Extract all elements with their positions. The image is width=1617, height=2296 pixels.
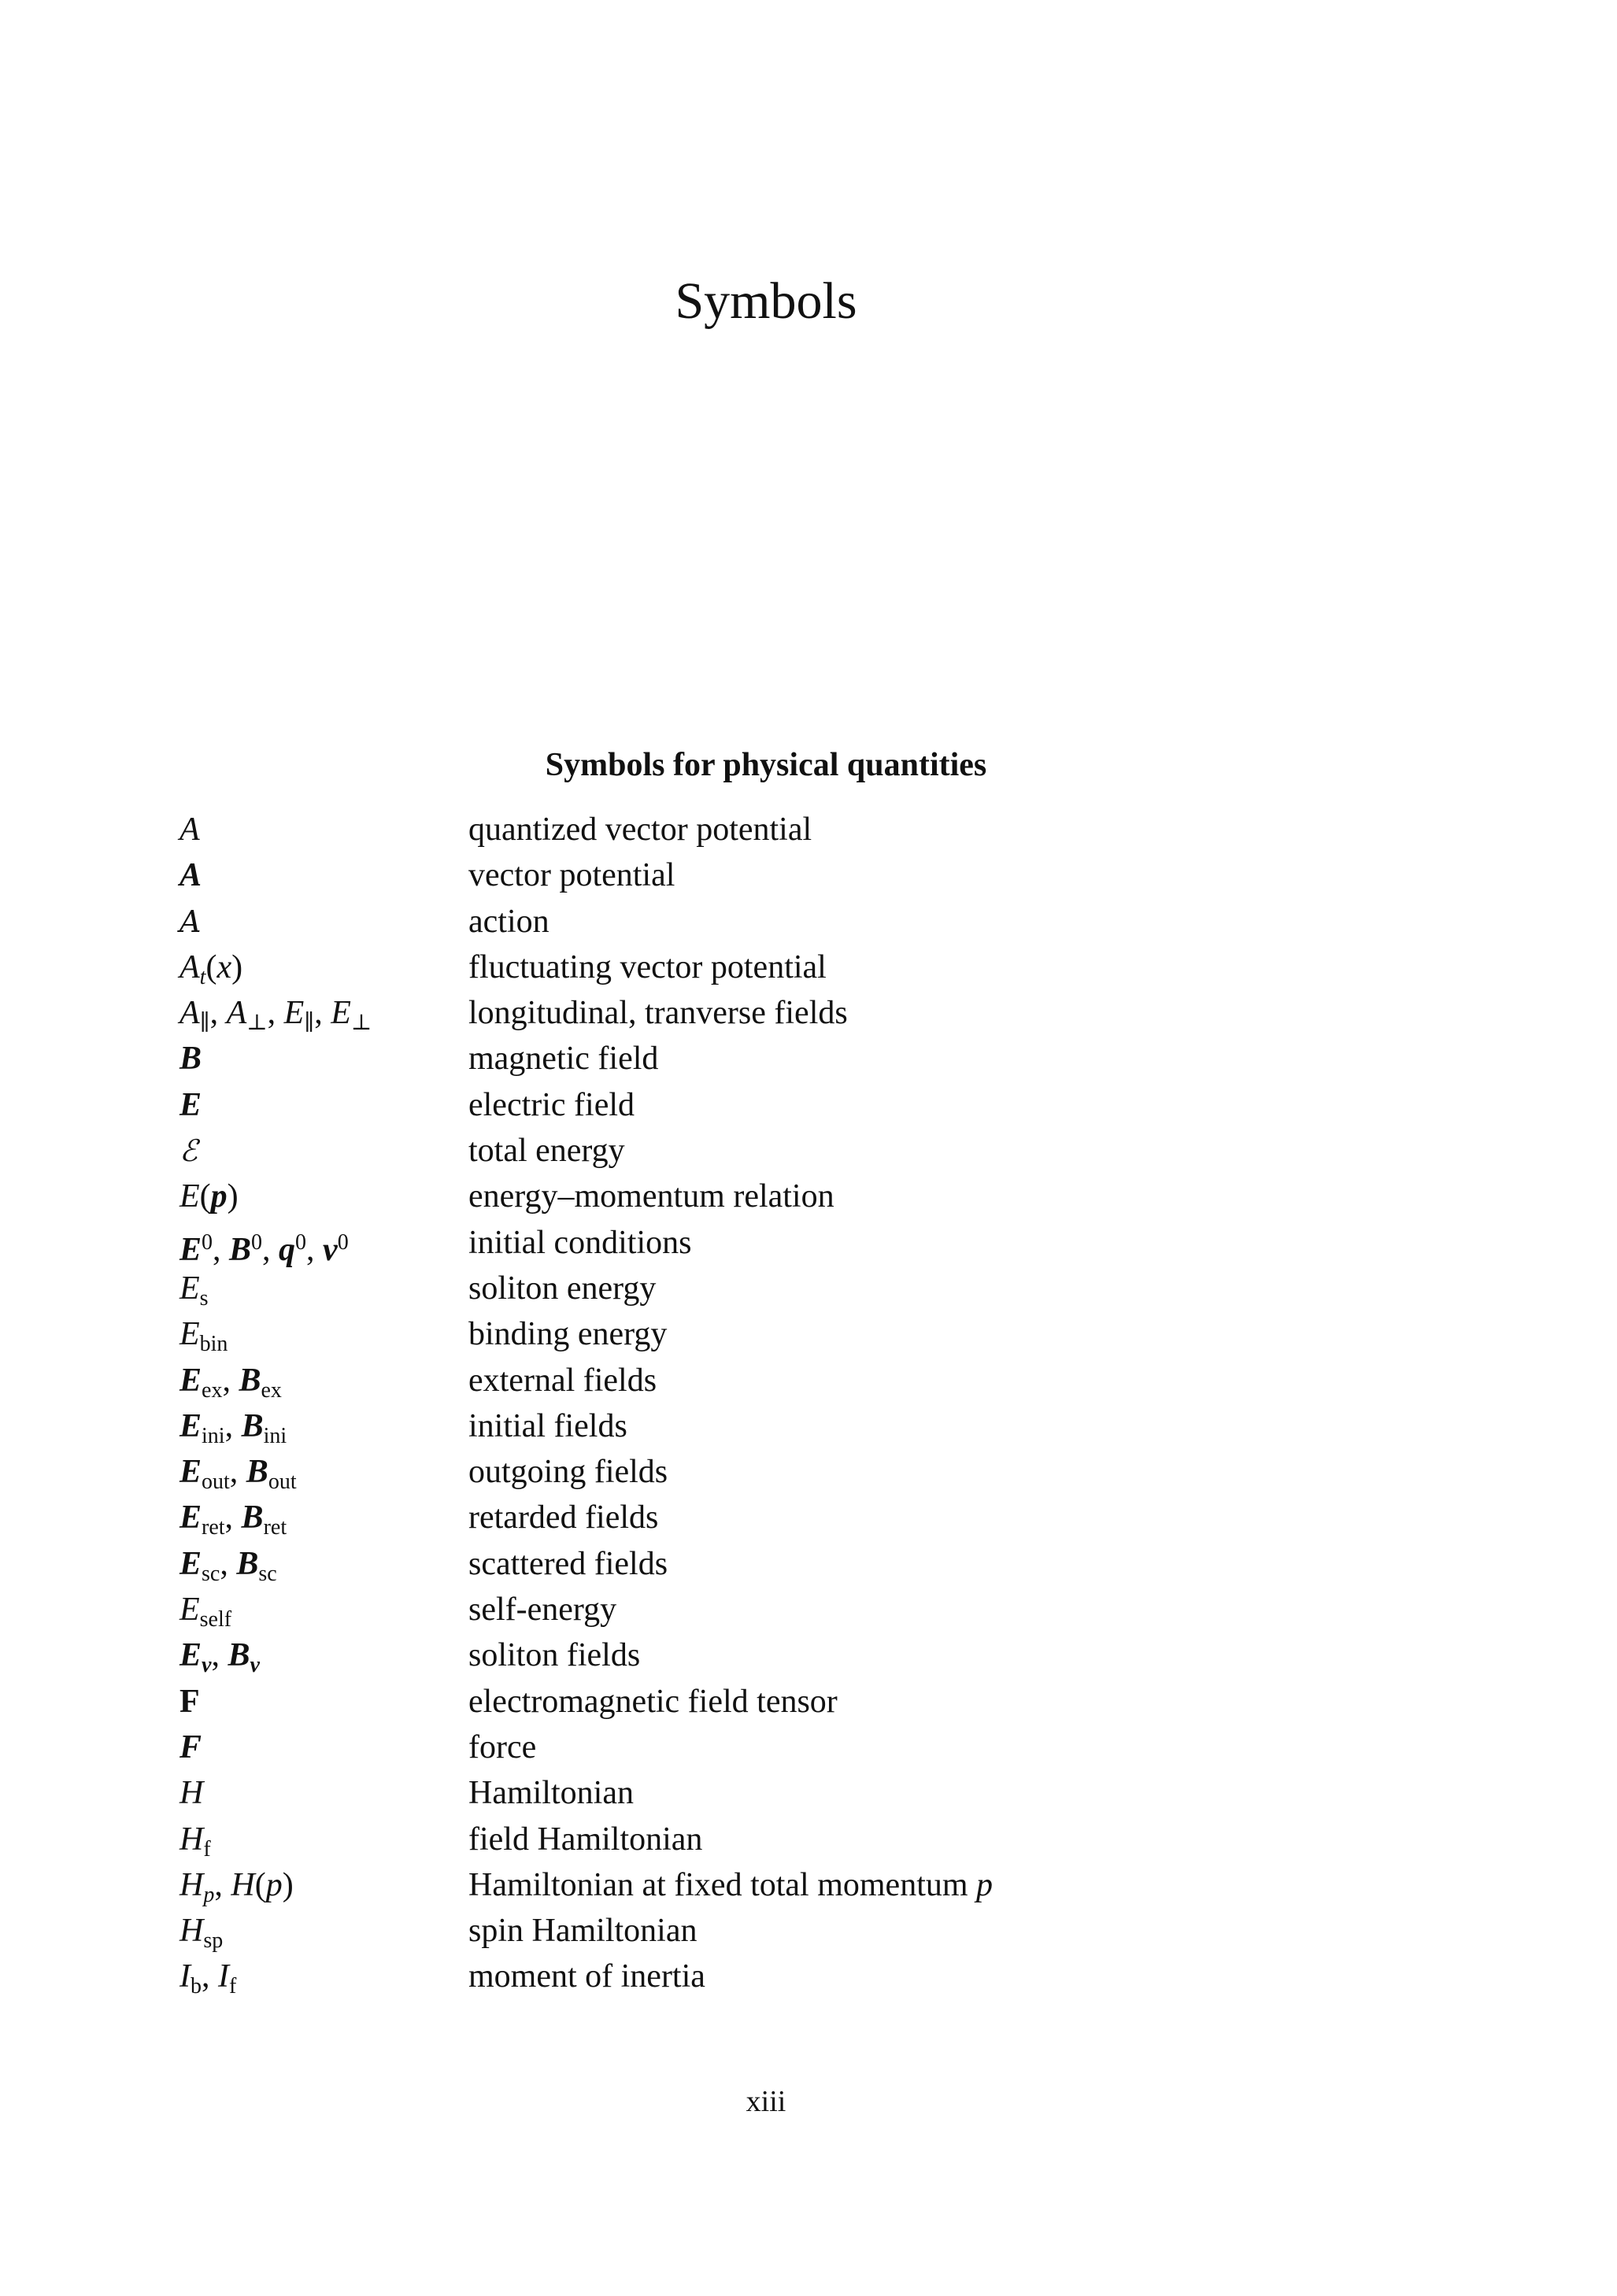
symbol-part: F bbox=[179, 1683, 200, 1720]
symbol-part: ex bbox=[261, 1377, 282, 1403]
description-text: binding energy bbox=[468, 1316, 668, 1353]
symbol-part: E bbox=[179, 1178, 200, 1215]
symbol-part: ( bbox=[254, 1866, 266, 1903]
symbol-part: B bbox=[241, 1499, 264, 1536]
symbol-part: , bbox=[224, 1499, 242, 1536]
description-text: spin Hamiltonian bbox=[468, 1913, 697, 1950]
symbol-entry bbox=[179, 1587, 993, 1632]
symbol-part: A bbox=[226, 995, 247, 1032]
description-text: longitudinal, tranverse fields bbox=[468, 995, 848, 1032]
symbol-part: q bbox=[279, 1231, 296, 1268]
symbol-part: F bbox=[179, 1728, 202, 1765]
symbol-list bbox=[179, 807, 993, 2000]
symbol-part: B bbox=[229, 1231, 252, 1268]
symbol-entry bbox=[179, 1908, 993, 1954]
symbol-part: ex bbox=[202, 1377, 223, 1403]
symbol-description bbox=[468, 945, 827, 990]
symbol bbox=[179, 1725, 468, 1770]
symbol-part: , bbox=[306, 1231, 324, 1268]
symbol-part: H bbox=[179, 1913, 204, 1950]
description-text: action bbox=[468, 903, 549, 940]
symbol-part: ret bbox=[202, 1515, 225, 1540]
symbol-part: bin bbox=[199, 1332, 228, 1357]
symbol-description bbox=[468, 1679, 838, 1725]
symbol bbox=[179, 1587, 468, 1632]
symbol bbox=[179, 1266, 468, 1311]
symbol-part: out bbox=[202, 1470, 230, 1495]
description-text: electric field bbox=[468, 1086, 635, 1123]
symbol-part: sc bbox=[258, 1561, 277, 1586]
symbol-part: , bbox=[224, 1407, 242, 1444]
symbol-part: H bbox=[231, 1866, 255, 1903]
page-number: xiii bbox=[746, 2085, 786, 2118]
symbol-part: E bbox=[179, 1637, 202, 1674]
description-text: magnetic field bbox=[468, 1041, 659, 1078]
symbol-part: self bbox=[199, 1607, 232, 1632]
symbol-part: , bbox=[202, 1958, 218, 1995]
symbol-part: s bbox=[199, 1285, 209, 1311]
symbol-entry bbox=[179, 1220, 993, 1266]
description-text: energy–momentum relation bbox=[468, 1178, 834, 1215]
symbol-description bbox=[468, 1220, 691, 1266]
symbol-description bbox=[468, 1770, 634, 1816]
symbol bbox=[179, 1082, 468, 1128]
symbol-description bbox=[468, 1587, 616, 1632]
page-title: Symbols bbox=[675, 272, 857, 330]
symbol-description bbox=[468, 1174, 834, 1219]
symbol-part: E bbox=[179, 1270, 200, 1307]
symbol-description bbox=[468, 1358, 657, 1403]
description-text: initial conditions bbox=[468, 1224, 692, 1261]
symbol-part: ( bbox=[199, 1178, 211, 1215]
symbol-part: B bbox=[239, 1362, 261, 1399]
symbol-part: E bbox=[179, 1592, 200, 1629]
symbol-entry bbox=[179, 1632, 993, 1678]
symbol-entry bbox=[179, 1403, 993, 1449]
symbol bbox=[179, 852, 468, 898]
symbol-part: E bbox=[179, 1499, 202, 1536]
symbol-entry bbox=[179, 1862, 993, 1908]
symbol-part: sp bbox=[203, 1928, 224, 1954]
symbol-entry bbox=[179, 1770, 993, 1816]
symbol-part: ⊥ bbox=[350, 1011, 372, 1036]
symbol-part: B bbox=[236, 1545, 259, 1582]
symbol-part: b bbox=[191, 1974, 202, 1999]
description-text: Hamiltonian at fixed total momentum bbox=[468, 1866, 977, 1903]
symbol-part: ∥ bbox=[199, 1011, 210, 1036]
description-text: Hamiltonian bbox=[468, 1775, 634, 1812]
symbol-description bbox=[468, 1449, 668, 1495]
section-heading: Symbols for physical quantities bbox=[545, 747, 987, 783]
symbol-part: v bbox=[323, 1231, 338, 1268]
description-text: external fields bbox=[468, 1362, 657, 1399]
symbol-part: p bbox=[203, 1882, 215, 1907]
symbol-part: E bbox=[179, 1316, 200, 1353]
symbol-description bbox=[468, 899, 549, 945]
symbol-description bbox=[468, 1908, 697, 1954]
symbol-part: E bbox=[179, 1231, 202, 1268]
symbol bbox=[179, 1817, 468, 1862]
symbol bbox=[179, 807, 468, 852]
symbol-part: E bbox=[179, 1407, 202, 1444]
symbol-entry bbox=[179, 1358, 993, 1403]
description-text: self-energy bbox=[468, 1592, 617, 1629]
symbol-description bbox=[468, 1954, 705, 1999]
symbol-entry bbox=[179, 1541, 993, 1587]
description-text: outgoing fields bbox=[468, 1454, 668, 1491]
symbol-entry bbox=[179, 1311, 993, 1357]
symbol-entry bbox=[179, 1954, 993, 1999]
symbol bbox=[179, 1908, 468, 1954]
symbol-part: , bbox=[314, 995, 331, 1032]
symbol-part: , bbox=[262, 1231, 279, 1268]
symbol bbox=[179, 899, 468, 945]
symbol bbox=[179, 945, 468, 990]
symbol-part: ) bbox=[282, 1866, 294, 1903]
symbol-entry bbox=[179, 1449, 993, 1495]
symbol-description bbox=[468, 1082, 635, 1128]
symbol-part: , bbox=[214, 1866, 231, 1903]
symbol-entry bbox=[179, 945, 993, 990]
description-text: initial fields bbox=[468, 1407, 627, 1444]
symbol-part: f bbox=[229, 1974, 237, 1999]
symbol-description bbox=[468, 1403, 627, 1449]
symbol-part: A bbox=[179, 812, 200, 848]
symbol-part: H bbox=[179, 1775, 204, 1812]
symbol-part: I bbox=[218, 1958, 229, 1995]
symbol-part: E bbox=[179, 1086, 202, 1123]
symbol bbox=[179, 1358, 468, 1403]
symbol-description bbox=[468, 1541, 668, 1587]
symbol-part: 0 bbox=[202, 1229, 213, 1255]
description-text: force bbox=[468, 1728, 537, 1765]
symbol-part: , bbox=[213, 1231, 230, 1268]
symbol-part: v bbox=[250, 1653, 260, 1678]
symbol-entry bbox=[179, 899, 993, 945]
symbol-entry bbox=[179, 1036, 993, 1081]
symbol-part: p bbox=[265, 1866, 283, 1903]
symbol-part: , bbox=[220, 1545, 237, 1582]
symbol-part: B bbox=[228, 1637, 250, 1674]
description-text: soliton energy bbox=[468, 1270, 657, 1307]
symbol bbox=[179, 1862, 468, 1908]
description-text: soliton fields bbox=[468, 1637, 641, 1674]
symbol-part: A bbox=[179, 904, 202, 939]
symbol-entry bbox=[179, 852, 993, 898]
symbol-description bbox=[468, 1128, 625, 1174]
symbol-entry bbox=[179, 807, 993, 852]
symbol-description bbox=[468, 1725, 536, 1770]
symbol-part: ret bbox=[263, 1515, 287, 1540]
symbol-description bbox=[468, 1311, 667, 1357]
symbol-part: H bbox=[179, 1866, 204, 1903]
description-text: moment of inertia bbox=[468, 1958, 705, 1995]
symbol-description bbox=[468, 1632, 640, 1678]
symbol-part: H bbox=[179, 1821, 204, 1858]
symbol-part: out bbox=[268, 1470, 297, 1495]
symbol-part: E bbox=[179, 1362, 202, 1399]
symbol-entry bbox=[179, 1679, 993, 1725]
symbol-part: , bbox=[211, 1637, 228, 1674]
symbol-description bbox=[468, 1036, 658, 1081]
symbol-description bbox=[468, 1817, 702, 1862]
symbol-part: ∥ bbox=[304, 1011, 315, 1036]
symbol-part: v bbox=[202, 1653, 212, 1678]
symbol-description bbox=[468, 1862, 993, 1908]
symbol-part: ini bbox=[263, 1423, 287, 1448]
symbol-part: I bbox=[179, 1958, 191, 1995]
symbol bbox=[179, 1632, 468, 1678]
description-text: electromagnetic field tensor bbox=[468, 1683, 838, 1720]
symbol-part: E bbox=[283, 995, 305, 1032]
symbol-part: B bbox=[241, 1407, 264, 1444]
symbol-part: f bbox=[203, 1836, 211, 1862]
symbol bbox=[179, 1311, 468, 1357]
symbol-part: E bbox=[331, 995, 351, 1032]
symbol-description bbox=[468, 1266, 656, 1311]
symbol-part: , bbox=[229, 1454, 246, 1491]
description-text: quantized vector potential bbox=[468, 812, 812, 848]
symbol bbox=[179, 1679, 468, 1725]
symbol bbox=[179, 1403, 468, 1449]
symbol-entry bbox=[179, 1817, 993, 1862]
symbol bbox=[179, 1036, 468, 1081]
symbol-description bbox=[468, 852, 675, 898]
description-text: vector potential bbox=[468, 857, 675, 894]
symbol-entry bbox=[179, 1495, 993, 1540]
symbol bbox=[179, 990, 468, 1036]
symbol-entry bbox=[179, 990, 993, 1036]
symbol-part: ) bbox=[227, 1178, 239, 1215]
symbol-part: 0 bbox=[251, 1229, 263, 1255]
symbol-part: , bbox=[222, 1362, 239, 1399]
symbol bbox=[179, 1220, 468, 1266]
symbol-entry bbox=[179, 1174, 993, 1219]
symbol-part: , bbox=[267, 995, 284, 1032]
symbol-part: p bbox=[210, 1178, 228, 1215]
symbol-entry bbox=[179, 1082, 993, 1128]
description-text: retarded fields bbox=[468, 1499, 659, 1536]
symbol-part: ℰ bbox=[179, 1133, 198, 1169]
symbol-description bbox=[468, 990, 848, 1036]
symbol-entry bbox=[179, 1266, 993, 1311]
symbol-part: A bbox=[179, 995, 200, 1032]
symbol-part: E bbox=[179, 1545, 202, 1582]
symbol-part: 0 bbox=[295, 1229, 307, 1255]
symbol-entry bbox=[179, 1725, 993, 1770]
description-text: total energy bbox=[468, 1133, 625, 1170]
symbol bbox=[179, 1954, 468, 1999]
symbol bbox=[179, 1495, 468, 1540]
description-math: p bbox=[976, 1866, 994, 1903]
symbol-part: 0 bbox=[337, 1229, 349, 1255]
symbol-part: t bbox=[199, 964, 206, 989]
symbol-description bbox=[468, 807, 812, 852]
symbol-entry bbox=[179, 1128, 993, 1174]
symbol bbox=[179, 1770, 468, 1816]
symbol-part: B bbox=[246, 1454, 268, 1491]
description-text: field Hamiltonian bbox=[468, 1821, 703, 1858]
symbol-part: B bbox=[179, 1041, 202, 1078]
symbol-part: ) bbox=[231, 948, 243, 985]
description-text: fluctuating vector potential bbox=[468, 948, 827, 985]
symbol bbox=[179, 1128, 468, 1174]
symbol bbox=[179, 1541, 468, 1587]
symbol-part: A bbox=[179, 857, 202, 894]
symbol-part: ini bbox=[202, 1423, 225, 1448]
symbol-part: A bbox=[179, 948, 200, 985]
symbol-part: x bbox=[216, 948, 232, 985]
symbol-description bbox=[468, 1495, 658, 1540]
description-text: scattered fields bbox=[468, 1545, 668, 1582]
symbol-part: ( bbox=[205, 948, 217, 985]
symbol bbox=[179, 1449, 468, 1495]
symbol-part: sc bbox=[202, 1561, 220, 1586]
symbol-part: E bbox=[179, 1454, 202, 1491]
symbol-part: ⊥ bbox=[246, 1011, 268, 1036]
symbol bbox=[179, 1174, 468, 1219]
symbol-part: , bbox=[209, 995, 227, 1032]
